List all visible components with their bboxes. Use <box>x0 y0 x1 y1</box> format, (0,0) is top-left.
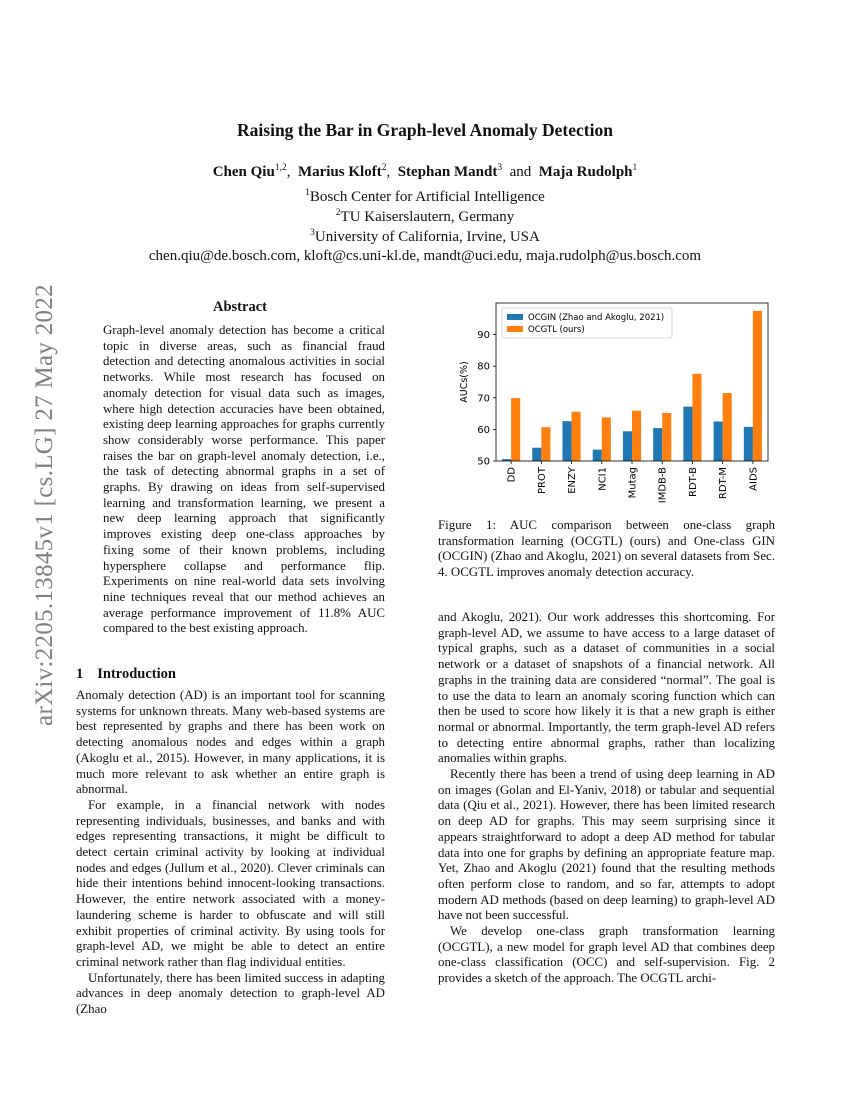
author-name: Chen Qiu <box>212 164 275 180</box>
figure-1-caption: Figure 1: AUC comparison between one-class graph transformation learning (OCGTL) (ours) and One-class GIN (OCGIN) (Zhao and Akoglu, 2021) on several datasets from Sec. 4. OCGTL improves anomaly detection accuracy. <box>438 518 775 580</box>
bar-ocgtl-rdt-m <box>723 393 732 461</box>
author-affil-mark: 1,2 <box>274 163 287 173</box>
bar-ocgtl-nci1 <box>602 417 611 461</box>
affil-mark: 1 <box>305 188 310 198</box>
affil-text: University of California, Irvine, USA <box>314 229 540 245</box>
abstract-heading: Abstract <box>213 299 267 315</box>
paragraph: Unfortunately, there has been limited success in adapting advances in deep anomaly detection to graph-level AD (Zhao <box>76 970 385 1017</box>
author-affil-mark: 1 <box>632 163 638 173</box>
paragraph: For example, in a financial network with nodes representing individuals, businesses, and banks and with edges representing transactions, it might be difficult to detect certain criminal activity by looking at individual nodes and edges (Jullum et al., 2020). Clever criminals can hide their intentions behind innocent-looking transactions. However, the entire network associated with a money-laundering scheme is harder to obfuscate and will still exhibit properties of criminal activity. By using tools for graph-level AD, we might be able to detect an entire criminal network rather than flag individual entities. <box>76 797 385 969</box>
affiliation-1 <box>0 188 850 206</box>
bar-ocgin-mutag <box>623 431 632 461</box>
x-tick-label: IMDB-B <box>657 467 669 504</box>
bar-ocgtl-aids <box>753 311 762 461</box>
figure-1-chart <box>438 298 775 508</box>
bar-ocgtl-dd <box>511 398 520 461</box>
section-number: 1 <box>76 666 84 682</box>
section-heading-introduction <box>76 666 176 683</box>
abstract-body <box>103 323 385 637</box>
bar-ocgin-imdb-b <box>653 428 662 461</box>
author-name: Maja Rudolph <box>538 164 633 180</box>
and-word: and <box>509 164 532 180</box>
affil-mark: 2 <box>335 208 341 218</box>
y-tick-label: 50 <box>477 456 490 468</box>
bar-ocgin-rdt-m <box>714 422 723 462</box>
y-tick-label: 70 <box>477 393 490 405</box>
y-axis-label: AUCs(%) <box>459 361 470 403</box>
arxiv-stamp <box>20 284 70 726</box>
bar-chart <box>438 298 775 508</box>
paragraph: We develop one-class graph transformation learning (OCGTL), a new model for graph level AD that combines deep one-class classification (OCC) and self-supervision. Fig. 2 provides a sketch of the approach. The OCGTL archi- <box>438 924 775 986</box>
introduction-body <box>76 688 385 1018</box>
legend-label: OCGIN (Zhao and Akoglu, 2021) <box>528 313 665 323</box>
paragraph: Anomaly detection (AD) is an important tool for scanning systems for unknown threats. Many web-based systems are best represented by graphs and there has been work on detecting anomalous nodes and edges within a graph (Akoglu et al., 2015). However, in many applications, it is much more relevant to ask whether an entire graph is abnormal. <box>76 688 385 797</box>
x-tick-label: DD <box>506 467 518 483</box>
section-title: Introduction <box>97 666 176 682</box>
author-affil-mark: 3 <box>497 163 503 173</box>
x-tick-label: Mutag <box>627 467 639 499</box>
affiliation-2 <box>0 208 850 226</box>
x-tick-label: PROT <box>536 467 548 494</box>
x-tick-label: RDT-B <box>687 467 699 497</box>
affil-text: TU Kaiserslautern, Germany <box>340 209 515 225</box>
author-list: Chen Qiu$^{1,2}$, Marius Kloft$^2$, Stephan Mandt$^3$ and Maja Rudolph$^1$ <box>212 163 638 180</box>
legend-label: OCGTL (ours) <box>528 325 585 335</box>
bar-ocgtl-imdb-b <box>662 413 671 461</box>
x-tick-label: NCI1 <box>597 467 609 491</box>
y-tick-label: 80 <box>477 361 490 373</box>
paper-title: Raising the Bar in Graph-level Anomaly Detection <box>237 120 613 140</box>
legend-swatch <box>507 314 523 320</box>
x-tick-label: AIDS <box>748 467 760 491</box>
bar-ocgin-nci1 <box>593 450 602 461</box>
arxiv-id: arXiv:2205.13845v1 [cs.LG] 27 May 2022 <box>31 284 58 726</box>
paragraph: Recently there has been a trend of using deep learning in AD on images (Golan and El-Yaniv, 2018) or tabular and sequential data (Qiu et al., 2021). However, there has been limited research on deep AD for graphs. This may seem surprising since it appears straightforward to adopt a deep AD method for tabular data into one for graphs by defining an appropriate feature map. Yet, Zhao and Akoglu (2021) found that the resulting methods often perform close to random, and so far, attempts to adopt modern AD methods (based on deep learning) to graph-level AD have not been successful. <box>438 767 775 923</box>
affil-mark: 3 <box>310 228 315 238</box>
bar-ocgtl-enzy <box>572 412 581 461</box>
x-tick-label: ENZY <box>567 467 579 494</box>
author-name: Marius Kloft <box>297 164 382 180</box>
legend-swatch <box>507 326 523 332</box>
bar-ocgtl-mutag <box>632 411 641 461</box>
abstract-text: Graph-level anomaly detection has become a critical topic in diverse areas, such as financial fraud detection and detecting anomalous activities in social networks. While most research has focused on anomaly detection for visual data such as images, where high detection accuracies have been obtained, existing deep learning approaches for graphs currently show considerably worse performance. This paper raises the bar on graph-level anomaly detection, i.e., the task of detecting abnormal graphs in a set of graphs. By drawing on ideas from self-supervised learning and transformation learning, we present a new deep learning approach that significantly improves existing deep one-class approaches by fixing some of their known problems, including hypersphere collapse and performance flip. Experiments on nine real-world data sets involving nine techniques reveal that our method achieves an average performance improvement of 11.8% AUC compared to the best existing approach. <box>103 323 385 636</box>
x-tick-label: RDT-M <box>718 467 730 500</box>
bar-ocgin-enzy <box>562 421 571 461</box>
affiliation-3 <box>0 228 850 246</box>
y-tick-label: 90 <box>477 330 490 342</box>
author-affil-mark: 2 <box>381 163 387 173</box>
author-emails[interactable]: chen.qiu@de.bosch.com, kloft@cs.uni-kl.de, mandt@uci.edu, maja.rudolph@us.bosch.com <box>148 248 702 264</box>
bar-ocgtl-prot <box>541 427 550 461</box>
bar-ocgin-aids <box>744 427 753 461</box>
affil-text: Bosch Center for Artificial Intelligence <box>309 189 545 205</box>
author-name: Stephan Mandt <box>397 164 498 180</box>
paragraph: and Akoglu, 2021). Our work addresses this shortcoming. For graph-level AD, we assume to have access to a large dataset of typical graphs, such as a dataset of communities in a social network or a dataset of snapshots of a financial network. All graphs in the training data are considered “normal”. The goal is to use the data to learn an anomaly scoring function which can then be used to score how likely it is that a new graph is either normal or abnormal. Importantly, the term graph-level AD refers to detecting entire abnormal graphs, rather than localizing anomalies within graphs. <box>438 610 775 766</box>
bar-ocgin-rdt-b <box>683 407 692 461</box>
bar-ocgtl-rdt-b <box>692 374 701 461</box>
bar-ocgin-prot <box>532 448 541 461</box>
y-tick-label: 60 <box>477 424 490 436</box>
right-column-body <box>438 610 775 987</box>
